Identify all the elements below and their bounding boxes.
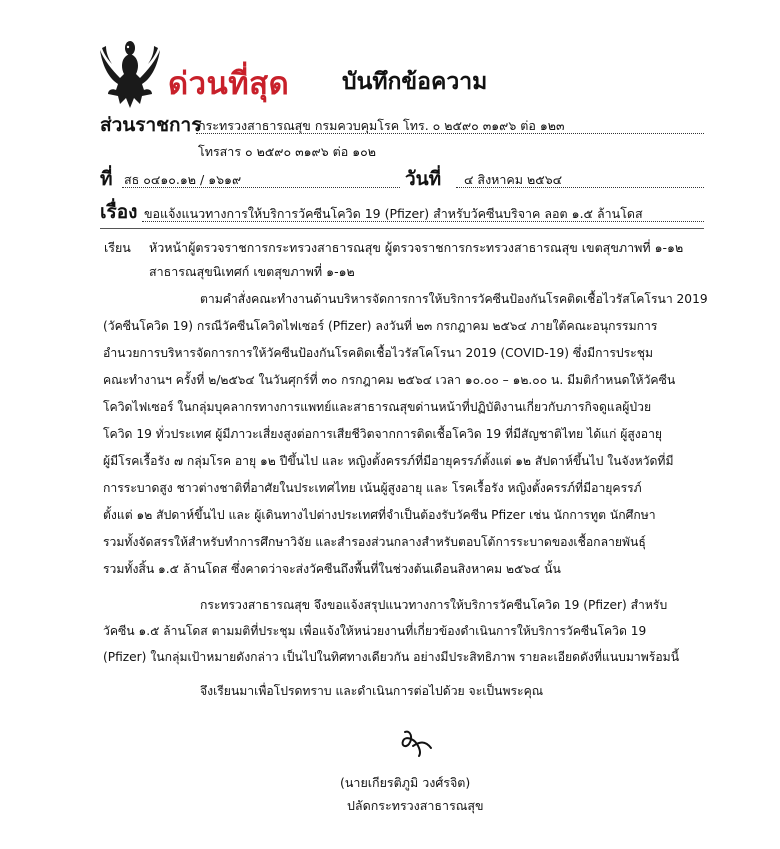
body-line: (Pfizer) ในกลุ่มเป้าหมายดังกล่าว เป็นไปในทิศทางเดียวกัน อย่างมีประสิทธิภาพ รายละเอียดดังที่แนบมาพร้อมนี้ (103, 650, 680, 664)
date-label: วันที่ (405, 168, 442, 190)
body-line: (วัคซีนโควิด 19) กรณีวัคซีนโควิดไฟเซอร์ (Pfizer) ลงวันที่ ๒๓ กรกฎาคม ๒๕๖๔ ภายใต้คณะอนุกรรมการ (103, 319, 658, 333)
body-line: กระทรวงสาธารณสุข จึงขอแจ้งสรุปแนวทางการให้บริการวัคซีนโควิด 19 (Pfizer) สำหรับ (200, 598, 668, 612)
body-line: การระบาดสูง ชาวต่างชาติที่อาศัยในประเทศไทย เน้นผู้สูงอายุ และ โรคเรื้อรัง หญิงตั้งครรภ์ที่มีอายุครรภ์ (103, 481, 642, 495)
body-line: โควิด 19 ทั่วประเทศ ผู้มีภาวะเสี่ยงสูงต่อการเสียชีวิตจากการติดเชื้อโควิด 19 ที่มีสัญชาติไทย ได้แก่ ผู้สูงอายุ (103, 427, 663, 441)
salutation-line-1: หัวหน้าผู้ตรวจราชการกระทรวงสาธารณสุข ผู้ตรวจราชการกระทรวงสาธารณสุข เขตสุขภาพที่ ๑-๑๒ (149, 240, 684, 255)
handwritten-signature-icon (397, 726, 437, 760)
ref-dotted-line (122, 187, 400, 188)
body-line: วัคซีน ๑.๕ ล้านโดส ตามมติที่ประชุม เพื่อแจ้งให้หน่วยงานที่เกี่ยวข้องดำเนินการให้บริการวัคซีนโควิด 19 (103, 624, 647, 638)
ref-number: สธ ๐๔๑๐.๑๒ / ๑๖๑๙ (124, 172, 242, 187)
subject-dotted-line (142, 221, 704, 222)
fax-number: โทรสาร ๐ ๒๕๙๐ ๓๑๙๖ ต่อ ๑๐๒ (198, 144, 377, 159)
salutation-line-2: สาธารณสุขนิเทศก์ เขตสุขภาพที่ ๑-๑๒ (149, 264, 355, 279)
body-line: โควิดไฟเซอร์ ในกลุ่มบุคลากรทางการแพทย์และสาธารณสุขด่านหน้าที่ปฏิบัติงานเกี่ยวกับภารกิจดูแลผู้ป่วย (103, 400, 652, 414)
signer-name: (นายเกียรติภูมิ วงศ์รจิต) (340, 775, 471, 790)
subject-value: ขอแจ้งแนวทางการให้บริการวัคซีนโควิด 19 (Pfizer) สำหรับวัคซีนบริจาค ลอต ๑.๕ ล้านโดส (144, 206, 643, 221)
closing-line: จึงเรียนมาเพื่อโปรดทราบ และดำเนินการต่อไปด้วย จะเป็นพระคุณ (200, 684, 544, 698)
urgent-stamp: ด่วนที่สุด (168, 66, 290, 102)
body-line: อำนวยการบริหารจัดการการให้วัคซีนป้องกันโรคติดเชื้อไวรัสโคโรนา 2019 (COVID-19) ซึ่งมีการประชุม (103, 346, 654, 360)
body-line: คณะทำงานฯ ครั้งที่ ๒/๒๕๖๔ ในวันศุกร์ที่ ๓๐ กรกฎาคม ๒๕๖๔ เวลา ๑๐.๐๐ – ๑๒.๐๐ น. มีมติกำหนดให้วัคซีน (103, 373, 676, 387)
body-line: ตามคำสั่งคณะทำงานด้านบริหารจัดการการให้บริการวัคซีนป้องกันโรคติดเชื้อไวรัสโคโรนา 2019 (200, 292, 708, 306)
garuda-emblem-icon (98, 38, 162, 110)
date-value: ๔ สิงหาคม ๒๕๖๔ (464, 172, 563, 187)
body-line: รวมทั้งจัดสรรให้สำหรับทำการศึกษาวิจัย และสำรองส่วนกลางสำหรับตอบโต้การระบาดของเชื้อกลายพันธุ์ (103, 535, 646, 549)
subject-label: เรื่อง (100, 201, 138, 223)
body-line: ผู้มีโรคเรื้อรัง ๗ กลุ่มโรค อายุ ๑๒ ปีขึ้นไป และ หญิงตั้งครรภ์ที่มีอายุครรภ์ตั้งแต่ ๑๒ สัปดาห์ขึ้นไป ในจังหวัดที่มี (103, 454, 674, 468)
ref-label: ที่ (100, 168, 113, 190)
memo-title: บันทึกข้อความ (342, 69, 488, 95)
header-divider (100, 228, 704, 229)
dept-dotted-line (196, 133, 704, 134)
date-dotted-line (456, 187, 704, 188)
salutation-label: เรียน (104, 240, 131, 255)
dept-value: กระทรวงสาธารณสุข กรมควบคุมโรค โทร. ๐ ๒๕๙๐ ๓๑๙๖ ต่อ ๑๒๓ (198, 118, 565, 133)
body-line: รวมทั้งสิ้น ๑.๕ ล้านโดส ซึ่งคาดว่าจะส่งวัคซีนถึงพื้นที่ในช่วงต้นเดือนสิงหาคม ๒๕๖๔ นั้น (103, 562, 561, 576)
dept-label: ส่วนราชการ (100, 114, 202, 136)
body-line: ตั้งแต่ ๑๒ สัปดาห์ขึ้นไป และ ผู้เดินทางไปต่างประเทศที่จำเป็นต้องรับวัคซีน Pfizer เช่น นักการทูต นักศึกษา (103, 508, 656, 522)
signer-position: ปลัดกระทรวงสาธารณสุข (347, 798, 484, 813)
